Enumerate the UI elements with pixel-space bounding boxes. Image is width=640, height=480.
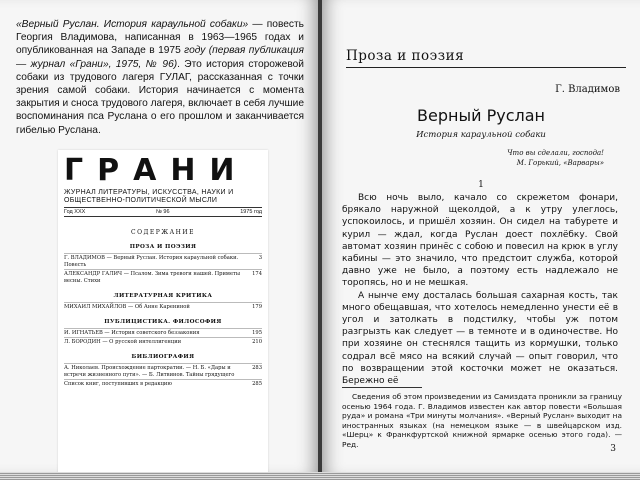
intro-text-2: . Это история сторожевой собаки из трудового лагеря ГУЛАГ, рассказанная с точки зрения самой собаки. История начинается с момента закрытия и сноса трудового лагеря, включает в себя лучшие воспоминания пса Руслана о его прошлом и заканчивается гибелью Руслана. [16,58,304,136]
intro-paragraph [16,18,304,137]
epigraph [464,148,604,168]
issue-number: № 96 [155,209,170,215]
contents-heading: СОДЕРЖАНИЕ [131,229,195,236]
page-number: 3 [610,444,616,454]
contents-entry-title: И. ИГНАТЬЕВ — История советского беззакония [64,330,200,336]
contents-section-heading: БИБЛИОГРАФИЯ [131,354,195,360]
chapter-number: 1 [478,180,484,190]
magazine-contents-image [58,150,268,472]
contents-entry-page: 195 [252,330,262,336]
story-title: Верный Руслан [417,106,545,125]
intro-publication: году (первая публикация — журнал «Грани», 1975, № 96) [16,45,304,70]
contents-section-heading: ЛИТЕРАТУРНАЯ КРИТИКА [113,293,213,299]
contents-entry-page: 210 [252,339,262,345]
left-page [0,0,318,472]
story-paragraph: Всю ночь выло, качало со скрежетом фонари, брякало наружной щеколдой, а к утру улеглось, успокоилось, и пришёл хозяин. Он сидел на табурете и курил — ждал, когда Руслан доест похлёбку. Свой автомат хозяин принёс с собою и повесил на крюк в углу кабины — это значило, что предстоит служба, которой давно уже не было, а поэтому есть надлежало не торопясь, но и не мешкая. [342,193,618,289]
contents-entry-page: 174 [252,271,262,277]
intro-text-1: — повесть Георгия Владимова, написанная в 1963—1965 годах и опубликованная на Западе в 1975 [16,19,304,57]
page-edges [0,472,640,480]
contents-entry-page: 285 [252,381,262,387]
contents-entry [64,302,262,311]
contents-entry [64,379,262,388]
intro-title: «Верный Руслан. История караульной собаки» [16,19,249,30]
magazine-subtitle: ЖУРНАЛ ЛИТЕРАТУРЫ, ИСКУССТВА, НАУКИ И ОБЩЕСТВЕННО-ПОЛИТИЧЕСКОЙ МЫСЛИ [64,189,234,204]
epigraph-quote: Что вы сделали, господа! [507,149,604,157]
magazine-masthead: ГРАНИ [64,153,249,188]
right-page [322,0,640,472]
author-name: Г. Владимов [555,84,620,95]
issue-date: 1975 год [240,209,262,215]
contents-entry-page: 283 [252,365,262,371]
contents-entry-page: 179 [252,304,262,310]
contents-section-heading: ПУБЛИЦИСТИКА. ФИЛОСОФИЯ [104,319,222,325]
contents-entry [64,253,262,269]
contents-sections [64,244,262,388]
contents-entry [64,269,262,285]
contents-entry [64,363,262,379]
footnote-rule [342,387,422,388]
contents-entry-title: А. Николаев. Происхождение партократии. — Н. Б. «Дары и встречи жизненного пути». — Б. Литвинов. Тайны грядущего [64,365,235,378]
contents-entry-title: МИХАИЛ МИХАЙЛОВ — Об Анне Карениной [64,304,190,310]
footnote: Сведения об этом произведении из Самиздата проникли за границу осенью 1964 года. Г. Владимов известен как автор повести «Большая руда» и романа «Три минуты молчания». «Верный Руслан» выходит на иностранных языках (на немецком языке — в швейцарском изд. «Шерц» к Франкфуртской книжной ярмарке осенью этого года). — Ред. [342,392,622,449]
issue-year: Год XXX [64,209,86,215]
issue-line [64,207,262,217]
story-body [342,192,618,387]
contents-entry-title: Г. ВЛАДИМОВ — Верный Руслан. История караульной собаки. Повесть [64,255,239,268]
story-subtitle: История караульной собаки [416,130,546,140]
story-paragraph: А нынче ему досталась большая сахарная кость, так много обещавшая, что хотелось немедленно унести её в угол и затолкать в подстилку, чтобы уж потом разгрызть как следует — в темноте и в одиночестве. Но при хозяине он стеснялся тащить из кормушки, только содрал всё мясо на всякий случай — опыт говорил, что по возвращении этой косточки может не оказаться. Бережно её [342,290,618,387]
contents-entry [64,337,262,346]
contents-entry-title: Список книг, поступивших в редакцию [64,381,172,387]
section-rubric: Проза и поэзия [346,48,626,68]
contents-entry-page: 3 [258,255,262,261]
contents-entry-title: АЛЕКСАНДР ГАЛИЧ — Псалом. Зима тревоги нашей. Приметы весны. Стихи [64,271,241,284]
epigraph-source: М. Горький, «Варвары» [516,159,604,167]
contents-entry [64,328,262,337]
contents-entry-title: Л. БОРОДИН — О русской интеллигенции [64,339,182,345]
contents-section-heading: ПРОЗА И ПОЭЗИЯ [129,244,197,250]
